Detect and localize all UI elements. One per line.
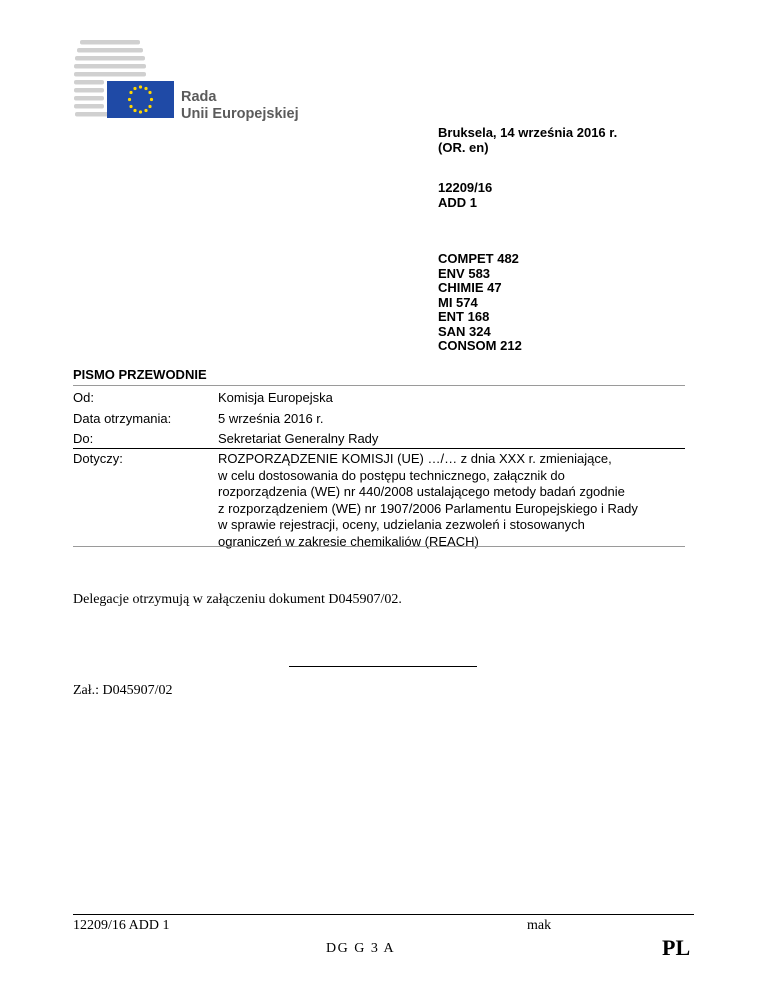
document-number: 12209/16 xyxy=(438,180,493,195)
separator-line xyxy=(289,666,477,667)
subject-code: CONSOM 212 xyxy=(438,338,522,353)
subject-code: SAN 324 xyxy=(438,323,491,339)
to-label: Do: xyxy=(73,431,94,446)
to-value: Sekretariat Generalny Rady xyxy=(218,431,379,446)
subject-rule-bottom xyxy=(73,546,685,547)
from-value: Komisja Europejska xyxy=(218,390,333,405)
subject-line: z rozporządzeniem (WE) nr 1907/2006 Parlamentu Europejskiego i Rady xyxy=(218,500,638,516)
place-date: Bruksela, 14 września 2016 r. xyxy=(438,125,618,140)
header-rule xyxy=(73,385,685,386)
subject-line: rozporządzenia (WE) nr 440/2008 ustalającego metody badań zgodnie xyxy=(218,484,625,500)
subject-line: w celu dostosowania do postępu technicznego, załącznik do xyxy=(218,467,565,483)
subject-codes xyxy=(438,252,522,354)
from-label: Od: xyxy=(73,390,94,405)
council-name-line1: Rada xyxy=(181,89,217,105)
place-date-block xyxy=(438,126,617,155)
subject-code: ENV 583 xyxy=(438,265,491,281)
subject-line: ograniczeń w zakresie chemikaliów (REACH) xyxy=(218,533,479,549)
original-language: (OR. en) xyxy=(438,139,489,155)
document-type-title: PISMO PRZEWODNIE xyxy=(73,367,207,382)
council-name xyxy=(181,89,299,123)
council-name-line2: Unii Europejskiej xyxy=(181,106,299,122)
footer-language-code: PL xyxy=(662,935,691,960)
council-building-graphic xyxy=(74,38,184,128)
subject-code: MI 574 xyxy=(438,294,478,310)
enclosure-note: Zał.: D045907/02 xyxy=(73,683,173,698)
received-date-value: 5 września 2016 r. xyxy=(218,411,324,426)
footer-document-reference: 12209/16 ADD 1 xyxy=(73,918,170,933)
subject-rule-top xyxy=(73,448,685,449)
footer-rule xyxy=(73,914,694,915)
subject-label: Dotyczy: xyxy=(73,451,123,466)
document-number-block xyxy=(438,181,492,210)
subject-code: CHIMIE 47 xyxy=(438,280,502,295)
subject-text xyxy=(218,451,638,551)
footer-initials: mak xyxy=(527,918,552,933)
received-date-label: Data otrzymania: xyxy=(73,411,172,426)
subject-line: w sprawie rejestracji, oceny, udzielania zezwoleń i stosowanych xyxy=(218,517,585,533)
addendum-number: ADD 1 xyxy=(438,194,478,210)
footer-directorate: DG G 3 A xyxy=(326,941,396,956)
subject-code: COMPET 482 xyxy=(438,251,519,266)
body-text: Delegacje otrzymują w załączeniu dokument D045907/02. xyxy=(73,592,402,607)
council-logo xyxy=(74,38,314,128)
subject-code: ENT 168 xyxy=(438,309,490,324)
subject-line: ROZPORZĄDZENIE KOMISJI (UE) …/… z dnia XXX r. zmieniające, xyxy=(218,451,612,466)
